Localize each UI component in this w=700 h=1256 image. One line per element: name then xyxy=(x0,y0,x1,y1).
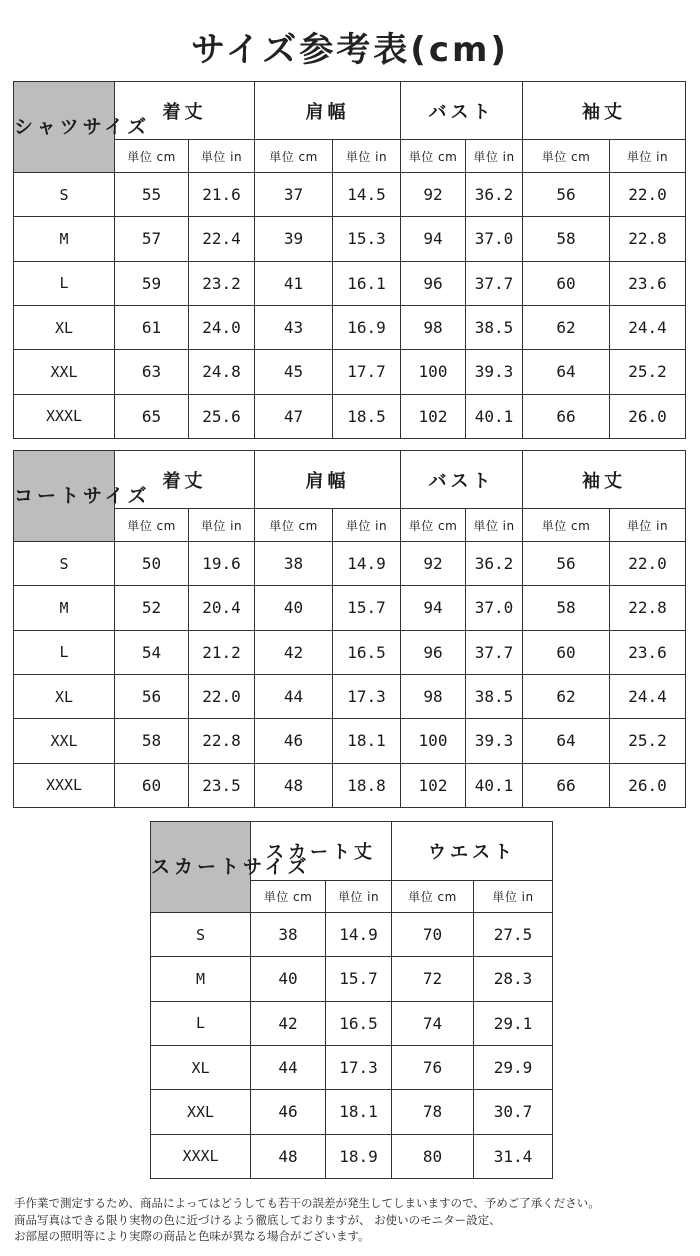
table-row xyxy=(14,305,686,349)
table-cell: 18.1 xyxy=(326,1090,392,1134)
table-cell: 18.8 xyxy=(333,763,401,807)
table-cell: 17.3 xyxy=(333,674,401,718)
table-cell: 57 xyxy=(115,217,189,261)
table-cell: 102 xyxy=(401,394,466,438)
shirt-col-group-length: 着丈 xyxy=(115,82,255,140)
table-row xyxy=(151,1090,553,1134)
table-cell: 26.0 xyxy=(610,394,686,438)
table-cell: 94 xyxy=(401,217,466,261)
table-cell: 62 xyxy=(523,674,610,718)
table-row xyxy=(14,719,686,763)
table-cell: 23.6 xyxy=(610,630,686,674)
table-cell: 21.2 xyxy=(189,630,255,674)
table-cell: 23.5 xyxy=(189,763,255,807)
table-cell: 14.9 xyxy=(333,542,401,586)
unit-header: 単位 in xyxy=(466,509,523,542)
table-row xyxy=(14,763,686,807)
table-cell: 15.7 xyxy=(326,957,392,1001)
table-row xyxy=(14,586,686,630)
table-cell: 92 xyxy=(401,173,466,217)
unit-header: 単位 cm xyxy=(251,881,326,913)
table-cell: 38.5 xyxy=(466,305,523,349)
page-title: サイズ参考表(cm) xyxy=(191,30,509,70)
size-label: XXXL xyxy=(14,394,115,438)
table-cell: 42 xyxy=(255,630,333,674)
table-cell: 42 xyxy=(251,1001,326,1045)
table-cell: 48 xyxy=(251,1134,326,1178)
table-cell: 15.7 xyxy=(333,586,401,630)
unit-header: 単位 in xyxy=(333,509,401,542)
table-cell: 62 xyxy=(523,305,610,349)
size-label: XL xyxy=(14,674,115,718)
table-cell: 94 xyxy=(401,586,466,630)
unit-header: 単位 cm xyxy=(401,140,466,173)
unit-header: 単位 cm xyxy=(255,140,333,173)
table-cell: 38 xyxy=(255,542,333,586)
table-cell: 78 xyxy=(392,1090,474,1134)
table-cell: 16.5 xyxy=(326,1001,392,1045)
table-cell: 60 xyxy=(115,763,189,807)
table-row xyxy=(151,1134,553,1178)
table-cell: 24.4 xyxy=(610,305,686,349)
disclaimer-line: 商品写真はできる限り実物の色に近づけるよう徹底しておりますが、 お使いのモニター設定、 xyxy=(14,1212,501,1227)
table-row xyxy=(151,1001,553,1045)
coat-col-group-bust: バスト xyxy=(401,451,523,509)
table-cell: 59 xyxy=(115,261,189,305)
table-row xyxy=(151,913,553,957)
skirt-corner-label: スカートサイズ xyxy=(151,822,251,913)
size-label: L xyxy=(151,1001,251,1045)
table-cell: 39.3 xyxy=(466,719,523,763)
table-cell: 29.1 xyxy=(474,1001,553,1045)
table-row xyxy=(14,173,686,217)
table-cell: 37.7 xyxy=(466,261,523,305)
coat-table-body xyxy=(14,542,686,808)
table-cell: 31.4 xyxy=(474,1134,553,1178)
size-label: M xyxy=(151,957,251,1001)
table-cell: 21.6 xyxy=(189,173,255,217)
table-row xyxy=(14,394,686,438)
table-row xyxy=(14,674,686,718)
unit-header: 単位 cm xyxy=(115,509,189,542)
table-cell: 19.6 xyxy=(189,542,255,586)
table-cell: 29.9 xyxy=(474,1045,553,1089)
table-cell: 24.0 xyxy=(189,305,255,349)
table-row xyxy=(151,1045,553,1089)
table-cell: 38 xyxy=(251,913,326,957)
table-cell: 25.2 xyxy=(610,350,686,394)
disclaimer xyxy=(14,1195,694,1245)
table-cell: 23.2 xyxy=(189,261,255,305)
table-cell: 37 xyxy=(255,173,333,217)
size-label: M xyxy=(14,586,115,630)
table-cell: 96 xyxy=(401,630,466,674)
table-cell: 50 xyxy=(115,542,189,586)
disclaimer-line: お部屋の照明等により実際の商品と色味が異なる場合がございます。 xyxy=(14,1229,370,1243)
table-cell: 40 xyxy=(251,957,326,1001)
table-cell: 76 xyxy=(392,1045,474,1089)
table-cell: 24.4 xyxy=(610,674,686,718)
table-cell: 25.6 xyxy=(189,394,255,438)
table-cell: 27.5 xyxy=(474,913,553,957)
table-cell: 38.5 xyxy=(466,674,523,718)
table-cell: 22.8 xyxy=(610,217,686,261)
table-cell: 40.1 xyxy=(466,763,523,807)
shirt-corner-label: シャツサイズ xyxy=(14,82,115,173)
skirt-col-group-waist: ウエスト xyxy=(392,822,553,881)
table-cell: 98 xyxy=(401,674,466,718)
table-cell: 52 xyxy=(115,586,189,630)
table-cell: 98 xyxy=(401,305,466,349)
coat-col-group-length: 着丈 xyxy=(115,451,255,509)
table-cell: 22.0 xyxy=(189,674,255,718)
table-cell: 22.0 xyxy=(610,173,686,217)
table-cell: 64 xyxy=(523,350,610,394)
shirt-col-group-shoulder: 肩幅 xyxy=(255,82,401,140)
table-cell: 25.2 xyxy=(610,719,686,763)
size-label: XXL xyxy=(14,719,115,763)
table-cell: 22.8 xyxy=(189,719,255,763)
table-cell: 70 xyxy=(392,913,474,957)
skirt-col-group-length: スカート丈 xyxy=(251,822,392,881)
table-cell: 18.1 xyxy=(333,719,401,763)
size-label: XXXL xyxy=(14,763,115,807)
unit-header: 単位 in xyxy=(326,881,392,913)
table-cell: 56 xyxy=(115,674,189,718)
size-label: XL xyxy=(151,1045,251,1089)
unit-header: 単位 cm xyxy=(115,140,189,173)
table-cell: 20.4 xyxy=(189,586,255,630)
table-cell: 72 xyxy=(392,957,474,1001)
table-cell: 102 xyxy=(401,763,466,807)
table-cell: 23.6 xyxy=(610,261,686,305)
table-cell: 47 xyxy=(255,394,333,438)
shirt-size-table xyxy=(13,81,686,439)
unit-header: 単位 cm xyxy=(255,509,333,542)
table-cell: 56 xyxy=(523,542,610,586)
size-label: XXL xyxy=(151,1090,251,1134)
shirt-col-group-sleeve: 袖丈 xyxy=(523,82,686,140)
table-row xyxy=(14,217,686,261)
table-cell: 65 xyxy=(115,394,189,438)
table-cell: 61 xyxy=(115,305,189,349)
table-cell: 16.5 xyxy=(333,630,401,674)
table-cell: 58 xyxy=(115,719,189,763)
unit-header: 単位 in xyxy=(333,140,401,173)
coat-col-group-sleeve: 袖丈 xyxy=(523,451,686,509)
table-row xyxy=(14,261,686,305)
unit-header: 単位 in xyxy=(189,140,255,173)
skirt-size-table xyxy=(150,821,553,1179)
size-label: L xyxy=(14,261,115,305)
unit-header: 単位 in xyxy=(610,140,686,173)
size-label: XL xyxy=(14,305,115,349)
table-cell: 39 xyxy=(255,217,333,261)
table-cell: 66 xyxy=(523,763,610,807)
shirt-col-group-bust: バスト xyxy=(401,82,523,140)
table-cell: 55 xyxy=(115,173,189,217)
table-cell: 41 xyxy=(255,261,333,305)
size-label: M xyxy=(14,217,115,261)
coat-corner-label: コートサイズ xyxy=(14,451,115,542)
unit-header: 単位 cm xyxy=(523,509,610,542)
table-cell: 100 xyxy=(401,719,466,763)
table-cell: 28.3 xyxy=(474,957,553,1001)
unit-header: 単位 in xyxy=(189,509,255,542)
table-cell: 96 xyxy=(401,261,466,305)
table-cell: 30.7 xyxy=(474,1090,553,1134)
table-cell: 40 xyxy=(255,586,333,630)
table-cell: 58 xyxy=(523,586,610,630)
table-cell: 17.3 xyxy=(326,1045,392,1089)
table-cell: 22.0 xyxy=(610,542,686,586)
table-cell: 36.2 xyxy=(466,542,523,586)
table-cell: 16.1 xyxy=(333,261,401,305)
table-cell: 37.0 xyxy=(466,586,523,630)
table-cell: 60 xyxy=(523,261,610,305)
skirt-table-body xyxy=(151,913,553,1179)
table-cell: 54 xyxy=(115,630,189,674)
table-cell: 63 xyxy=(115,350,189,394)
unit-header: 単位 in xyxy=(474,881,553,913)
size-label: S xyxy=(14,173,115,217)
coat-size-table xyxy=(13,450,686,808)
table-cell: 24.8 xyxy=(189,350,255,394)
table-cell: 66 xyxy=(523,394,610,438)
table-cell: 18.9 xyxy=(326,1134,392,1178)
disclaimer-line: 手作業で測定するため、商品によってはどうしても若干の誤差が発生してしまいますので、予めご了承ください。 xyxy=(14,1196,600,1210)
table-cell: 37.0 xyxy=(466,217,523,261)
table-cell: 92 xyxy=(401,542,466,586)
size-label: XXL xyxy=(14,350,115,394)
table-cell: 15.3 xyxy=(333,217,401,261)
table-cell: 56 xyxy=(523,173,610,217)
table-row xyxy=(14,542,686,586)
table-cell: 14.5 xyxy=(333,173,401,217)
table-cell: 74 xyxy=(392,1001,474,1045)
unit-header: 単位 cm xyxy=(392,881,474,913)
table-cell: 100 xyxy=(401,350,466,394)
table-cell: 17.7 xyxy=(333,350,401,394)
table-cell: 26.0 xyxy=(610,763,686,807)
table-row xyxy=(151,957,553,1001)
table-cell: 36.2 xyxy=(466,173,523,217)
table-cell: 45 xyxy=(255,350,333,394)
table-cell: 48 xyxy=(255,763,333,807)
table-cell: 39.3 xyxy=(466,350,523,394)
table-cell: 16.9 xyxy=(333,305,401,349)
shirt-table-body xyxy=(14,173,686,439)
table-cell: 37.7 xyxy=(466,630,523,674)
coat-col-group-shoulder: 肩幅 xyxy=(255,451,401,509)
table-cell: 43 xyxy=(255,305,333,349)
size-label: S xyxy=(151,913,251,957)
table-row xyxy=(14,630,686,674)
unit-header: 単位 in xyxy=(466,140,523,173)
table-cell: 46 xyxy=(251,1090,326,1134)
unit-header: 単位 in xyxy=(610,509,686,542)
table-cell: 64 xyxy=(523,719,610,763)
table-cell: 22.4 xyxy=(189,217,255,261)
table-cell: 80 xyxy=(392,1134,474,1178)
table-cell: 22.8 xyxy=(610,586,686,630)
table-cell: 40.1 xyxy=(466,394,523,438)
table-cell: 58 xyxy=(523,217,610,261)
unit-header: 単位 cm xyxy=(523,140,610,173)
table-cell: 60 xyxy=(523,630,610,674)
size-label: L xyxy=(14,630,115,674)
unit-header: 単位 cm xyxy=(401,509,466,542)
table-cell: 44 xyxy=(255,674,333,718)
size-label: S xyxy=(14,542,115,586)
size-label: XXXL xyxy=(151,1134,251,1178)
table-cell: 18.5 xyxy=(333,394,401,438)
table-row xyxy=(14,350,686,394)
table-cell: 44 xyxy=(251,1045,326,1089)
table-cell: 46 xyxy=(255,719,333,763)
table-cell: 14.9 xyxy=(326,913,392,957)
